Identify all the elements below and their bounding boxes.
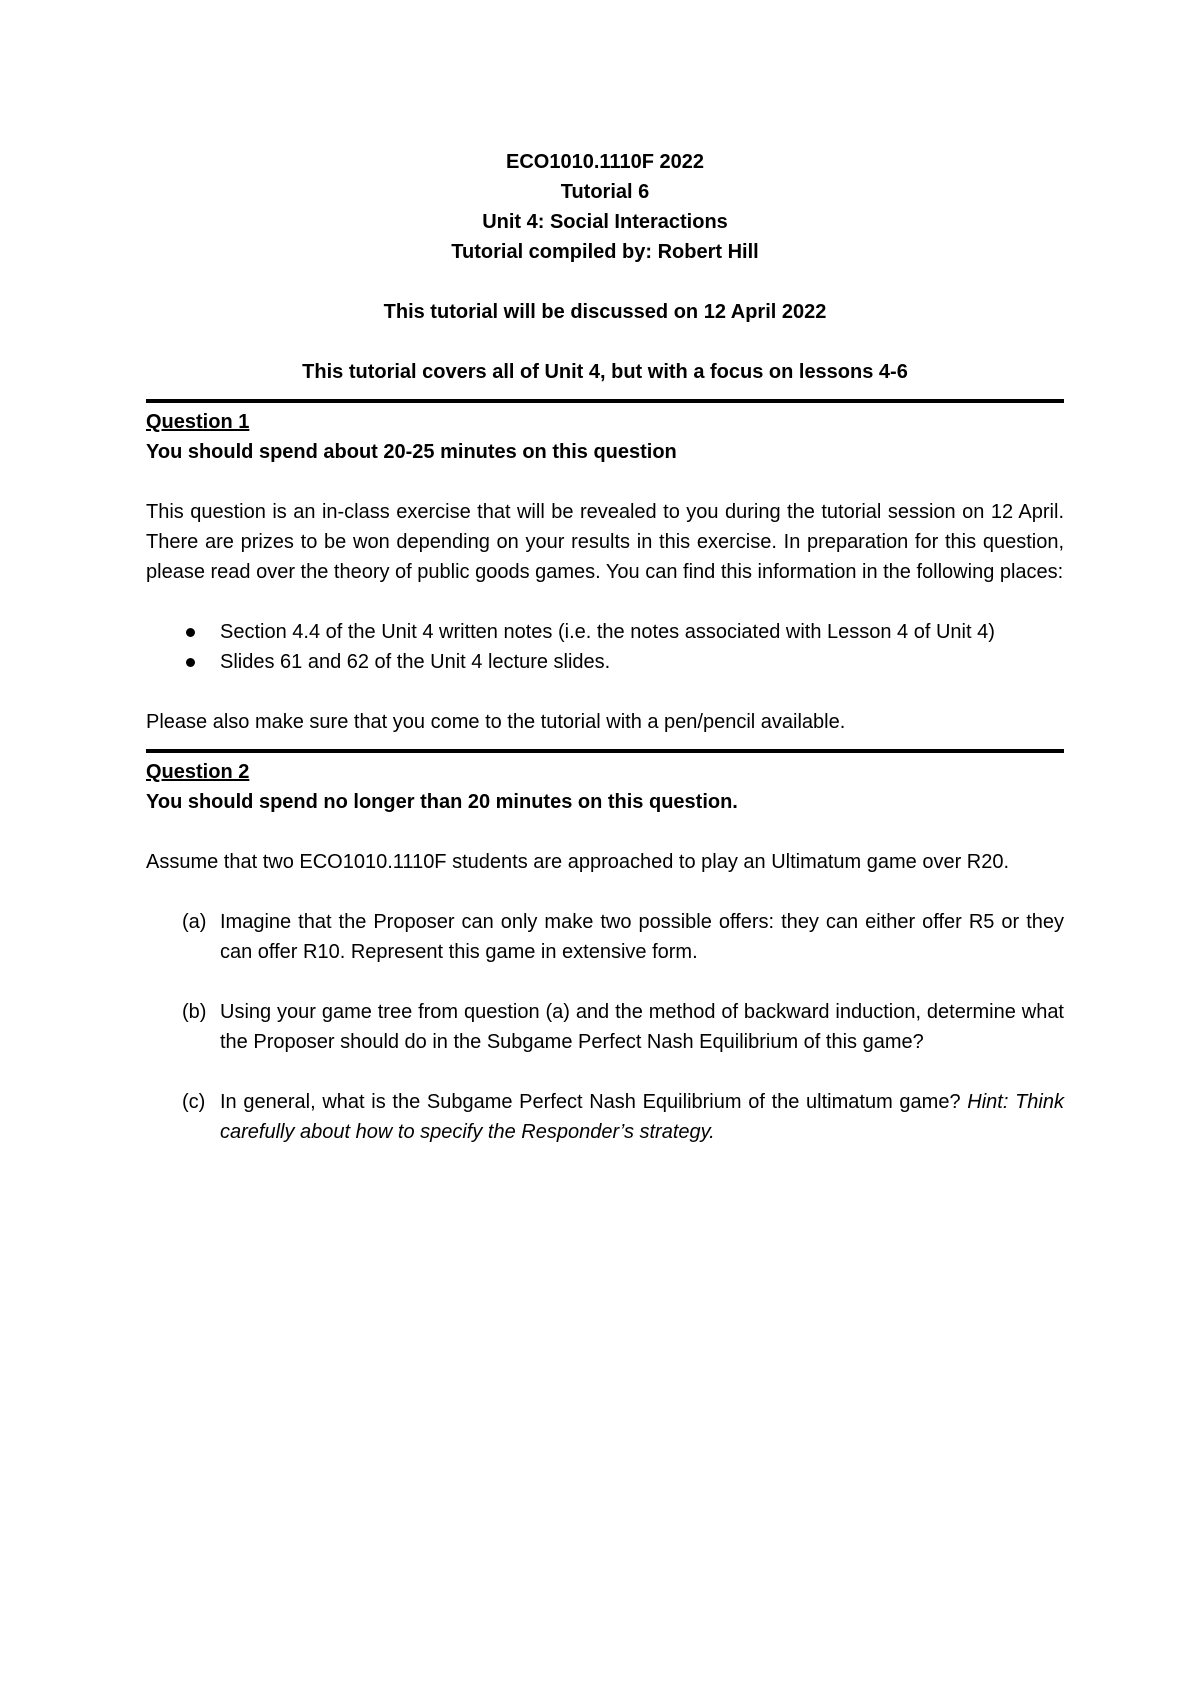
list-item [146,647,1064,677]
part-c-hint: Hint: Think carefully about how to specify the Responder’s strategy. [220,1091,1064,1143]
question-1-closing: Please also make sure that you come to the tutorial with a pen/pencil available. [146,711,846,733]
part-label: (c) [182,1091,206,1113]
question-2-intro: Assume that two ECO1010.1110F students are approached to play an Ultimatum game over R20. [146,851,1010,873]
question-2-time: You should spend no longer than 20 minutes on this question. [146,791,738,813]
part-text [220,1087,1064,1147]
part-text: Using your game tree from question (a) and the method of backward induction, determine what the Proposer should do in the Subgame Perfect Nash Equilibrium of this game? [220,1001,1064,1053]
question-1-bullet-list [146,617,1064,677]
question-1-intro: This question is an in-class exercise that will be revealed to you during the tutorial session on 12 April. There are prizes to be won depending on your results in this exercise. In preparation for this question, please read over the theory of public goods games. You can find this information in the following places: [146,501,1064,583]
bullet-text: Section 4.4 of the Unit 4 written notes (i.e. the notes associated with Lesson 4 of Unit 4) [220,621,995,643]
part-label: (a) [182,911,207,933]
document-header [146,147,1064,387]
question-1-time: You should spend about 20-25 minutes on this question [146,441,677,463]
compiled-by: Tutorial compiled by: Robert Hill [451,241,759,263]
list-item [146,617,1064,647]
section-divider [146,399,1064,403]
discussion-date: This tutorial will be discussed on 12 April 2022 [383,301,827,323]
part-c-question: In general, what is the Subgame Perfect Nash Equilibrium of the ultimatum game? [220,1091,968,1113]
question-1-section [146,407,1064,737]
question-2-section [146,757,1064,1147]
part-label: (b) [182,1001,207,1023]
question-2-part-c [146,1087,1064,1147]
coverage-note: This tutorial covers all of Unit 4, but with a focus on lessons 4-6 [302,361,908,383]
unit-title: Unit 4: Social Interactions [482,211,728,233]
bullet-icon [186,658,195,667]
question-2-part-a [146,907,1064,967]
section-divider [146,749,1064,753]
question-1-title: Question 1 [146,411,250,433]
question-2-title: Question 2 [146,761,250,783]
question-2-part-b [146,997,1064,1057]
document-content [146,147,1064,1147]
tutorial-number: Tutorial 6 [560,181,650,203]
course-code: ECO1010.1110F 2022 [506,151,704,173]
bullet-icon [186,628,195,637]
part-text: Imagine that the Proposer can only make two possible offers: they can either offer R5 or they can offer R10. Represent this game in extensive form. [220,911,1064,963]
bullet-text: Slides 61 and 62 of the Unit 4 lecture slides. [220,651,611,673]
